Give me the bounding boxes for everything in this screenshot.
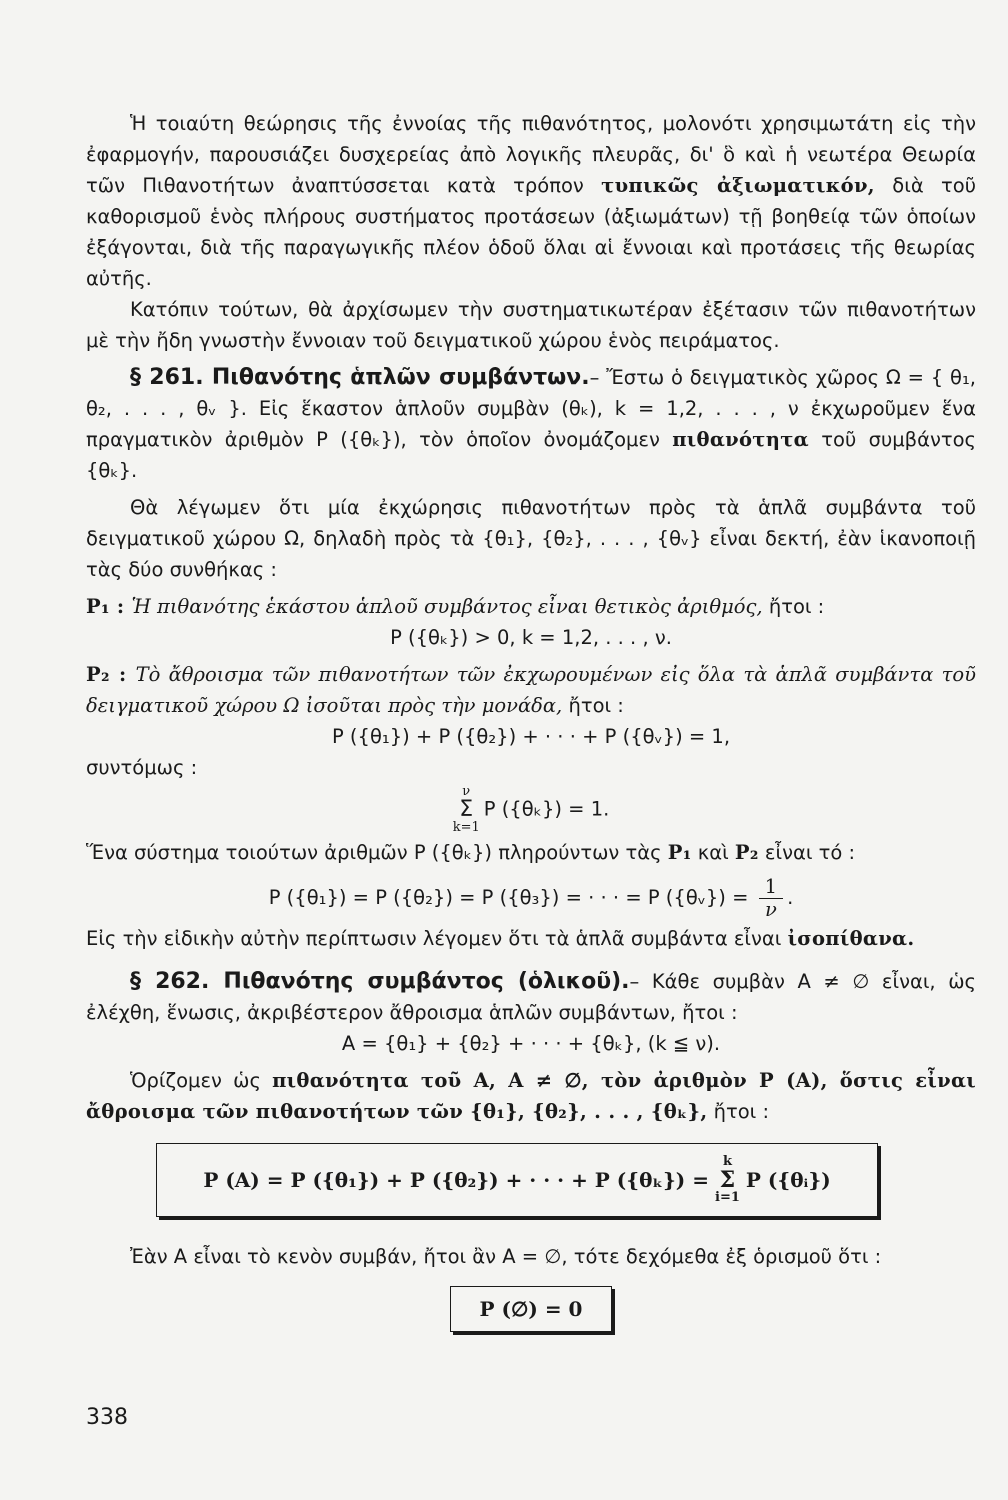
dash: – [589, 366, 607, 389]
paragraph-definition [86, 1065, 976, 1127]
formula-lhs: P ({θ₁}) = P ({θ₂}) = P ({θ₃}) = · · · = P ({θᵥ}) = [268, 886, 749, 909]
condition-p2 [86, 659, 976, 721]
formula-sum-one: P ({θ₁}) + P ({θ₂}) + · · · + P ({θᵥ}) = 1, [331, 725, 731, 748]
formula-positive: P ({θₖ}) > 0, k = 1,2, . . . , ν. [390, 626, 672, 649]
formula-rhs: P ({θᵢ}) [745, 1167, 831, 1192]
text: Ἔστω ὁ δειγματικὸς χῶρος Ω = { θ₁, θ₂, . . . , θᵥ }. Εἰς ἕκαστον ἁπλοῦν συμβὰν (θₖ), k = 1,2, . . . , ν ἐκχωροῦμεν ἕνα πραγματικὸν ἀριθμὸν P ({θₖ}), τὸν ὁποῖον ὀνομάζομεν [86, 366, 976, 451]
section-heading-261: § 261. Πιθανότης ἁπλῶν συμβάντων. [130, 365, 590, 390]
text: ἤτοι : [762, 595, 825, 618]
section-261 [86, 362, 976, 486]
text: Ὁρίζομεν ὡς [130, 1069, 273, 1092]
paragraph-sample-space: Κατόπιν τούτων, θὰ ἀρχίσωμεν τὴν συστηματικωτέραν ἐξέτασιν τῶν πιθανοτήτων μὲ τὴν ἤδη γνωστὴν ἔννοιαν τοῦ δειγματικοῦ χώρου ἑνὸς πειράματος. [86, 298, 976, 352]
sum-upper-limit: k [722, 1154, 732, 1169]
text: ἤτοι : [707, 1100, 770, 1123]
dash: – [629, 970, 652, 993]
label-briefly: συντόμως : [86, 756, 198, 779]
text: καὶ [691, 841, 735, 864]
boxed-formula-probability [156, 1143, 878, 1217]
fraction [759, 876, 783, 921]
text: ἤτοι : [562, 694, 624, 717]
bold-term: P₂ [734, 841, 759, 864]
bold-term: πιθανότητα [672, 428, 809, 451]
bold-definition: πιθανότητα τοῦ A, A ≠ ∅, τὸν ἀριθμὸν P (A), ὅστις εἶναι ἄθροισμα τῶν πιθανοτήτων τῶν {θ₁}, {θ₂}, . . . , {θₖ}, [86, 1069, 976, 1123]
sum-operator [453, 785, 480, 835]
fraction-numerator: 1 [759, 876, 783, 899]
sigma-symbol: Σ [459, 797, 474, 822]
condition-p1 [86, 591, 976, 622]
formula-union: A = {θ₁} + {θ₂} + · · · + {θₖ}, (k ≦ ν). [341, 1032, 721, 1055]
boxed-formula-empty: P (∅) = 0 [450, 1286, 612, 1332]
paragraph-axiomatic [86, 108, 976, 294]
fraction-denominator: ν [764, 898, 777, 921]
bold-term: τυπικῶς ἀξιωματικόν, [601, 174, 875, 197]
sum-body: P ({θₖ}) = 1. [483, 797, 610, 821]
text: Εἰς τὴν εἰδικὴν αὐτὴν περίπτωσιν λέγομεν ὅτι τὰ ἁπλᾶ συμβάντα εἶναι [86, 927, 788, 950]
text: Ἕνα σύστημα τοιούτων ἀριθμῶν P ({θₖ}) πληρούντων τὰς [86, 841, 668, 864]
section-262 [86, 966, 976, 1028]
bold-term: ἰσοπίθανα. [787, 927, 915, 950]
condition-text: Τὸ ἄθροισμα τῶν πιθανοτήτων τῶν ἐκχωρουμένων εἰς ὅλα τὰ ἁπλᾶ συμβάντα τοῦ δειγματικοῦ χώρου Ω ἰσοῦται πρὸς τὴν μονάδα, [86, 663, 976, 717]
period: . [787, 886, 794, 909]
text: Ἡ τοιαύτη θεώρησις τῆς ἐννοίας τῆς πιθανότητος, μολονότι χρησιμωτάτη εἰς τὴν ἐφαρμογήν, παρουσιάζει δυσχερείας ἀπὸ λογικῆς πλευρᾶς, δι' ὃ καὶ ἡ νεωτέρα Θεωρία τῶν Πιθανοτήτων ἀναπτύσσεται κατὰ τρόπον [86, 112, 976, 197]
page-body [86, 108, 976, 1332]
paragraph-assignment: Θὰ λέγωμεν ὅτι μία ἐκχώρησις πιθανοτήτων πρὸς τὰ ἁπλᾶ συμβάντα τοῦ δειγματικοῦ χώρου Ω, δηλαδὴ πρὸς τὰ {θ₁}, {θ₂}, . . . , {θᵥ} εἶναι δεκτή, ἐὰν ἱκανοποιῇ τὰς δύο συνθήκας : [86, 496, 976, 581]
text: τοῦ συμβάντος {θₖ}. [86, 428, 976, 482]
condition-text: Ἡ πιθανότης ἑκάστου ἁπλοῦ συμβάντος εἶναι θετικὸς ἀριθμός, [131, 595, 763, 618]
paragraph-system [86, 837, 976, 868]
text: Κάθε συμβὰν A ≠ ∅ εἶναι, ὡς ἐλέχθη, ἕνωσις, ἀκριβέστερον ἄθροισμα ἁπλῶν συμβάντων, ἤτοι : [86, 970, 976, 1024]
formula-lhs: P (A) = P ({θ₁}) + P ({θ₂}) + · · · + P ({θₖ}) = [203, 1167, 709, 1192]
sum-lower-limit: k=1 [452, 820, 480, 835]
condition-label: P₂ : [86, 663, 136, 686]
sum-lower-limit: i=1 [715, 1190, 740, 1205]
bold-term: P₁ [667, 841, 692, 864]
formula-sigma-one [86, 785, 976, 835]
text: διὰ τοῦ καθορισμοῦ ἑνὸς πλήρους συστήματος προτάσεων (ἀξιωμάτων) τῇ βοηθείᾳ τῶν ὁποίων ἐξάγονται, διὰ τῆς παραγωγικῆς πλέον ὁδοῦ ὅλαι αἱ ἔννοιαι καὶ προτάσεις τῆς θεωρίας αὐτῆς. [86, 174, 977, 290]
paragraph-empty-event: Ἐὰν A εἶναι τὸ κενὸν συμβάν, ἤτοι ἂν A = ∅, τότε δεχόμεθα ἐξ ὁρισμοῦ ὅτι : [130, 1245, 882, 1268]
paragraph-equiprobable [86, 923, 976, 954]
sum-upper-limit: ν [462, 784, 471, 799]
formula-equiprobable [86, 876, 976, 921]
text: εἶναι τό : [758, 841, 856, 864]
sum-operator [715, 1155, 740, 1205]
section-heading-262: § 262. Πιθανότης συμβάντος (ὁλικοῦ). [130, 969, 630, 994]
sigma-symbol: Σ [719, 1167, 736, 1193]
page-number: 338 [86, 1405, 128, 1430]
condition-label: P₁ : [86, 595, 132, 618]
